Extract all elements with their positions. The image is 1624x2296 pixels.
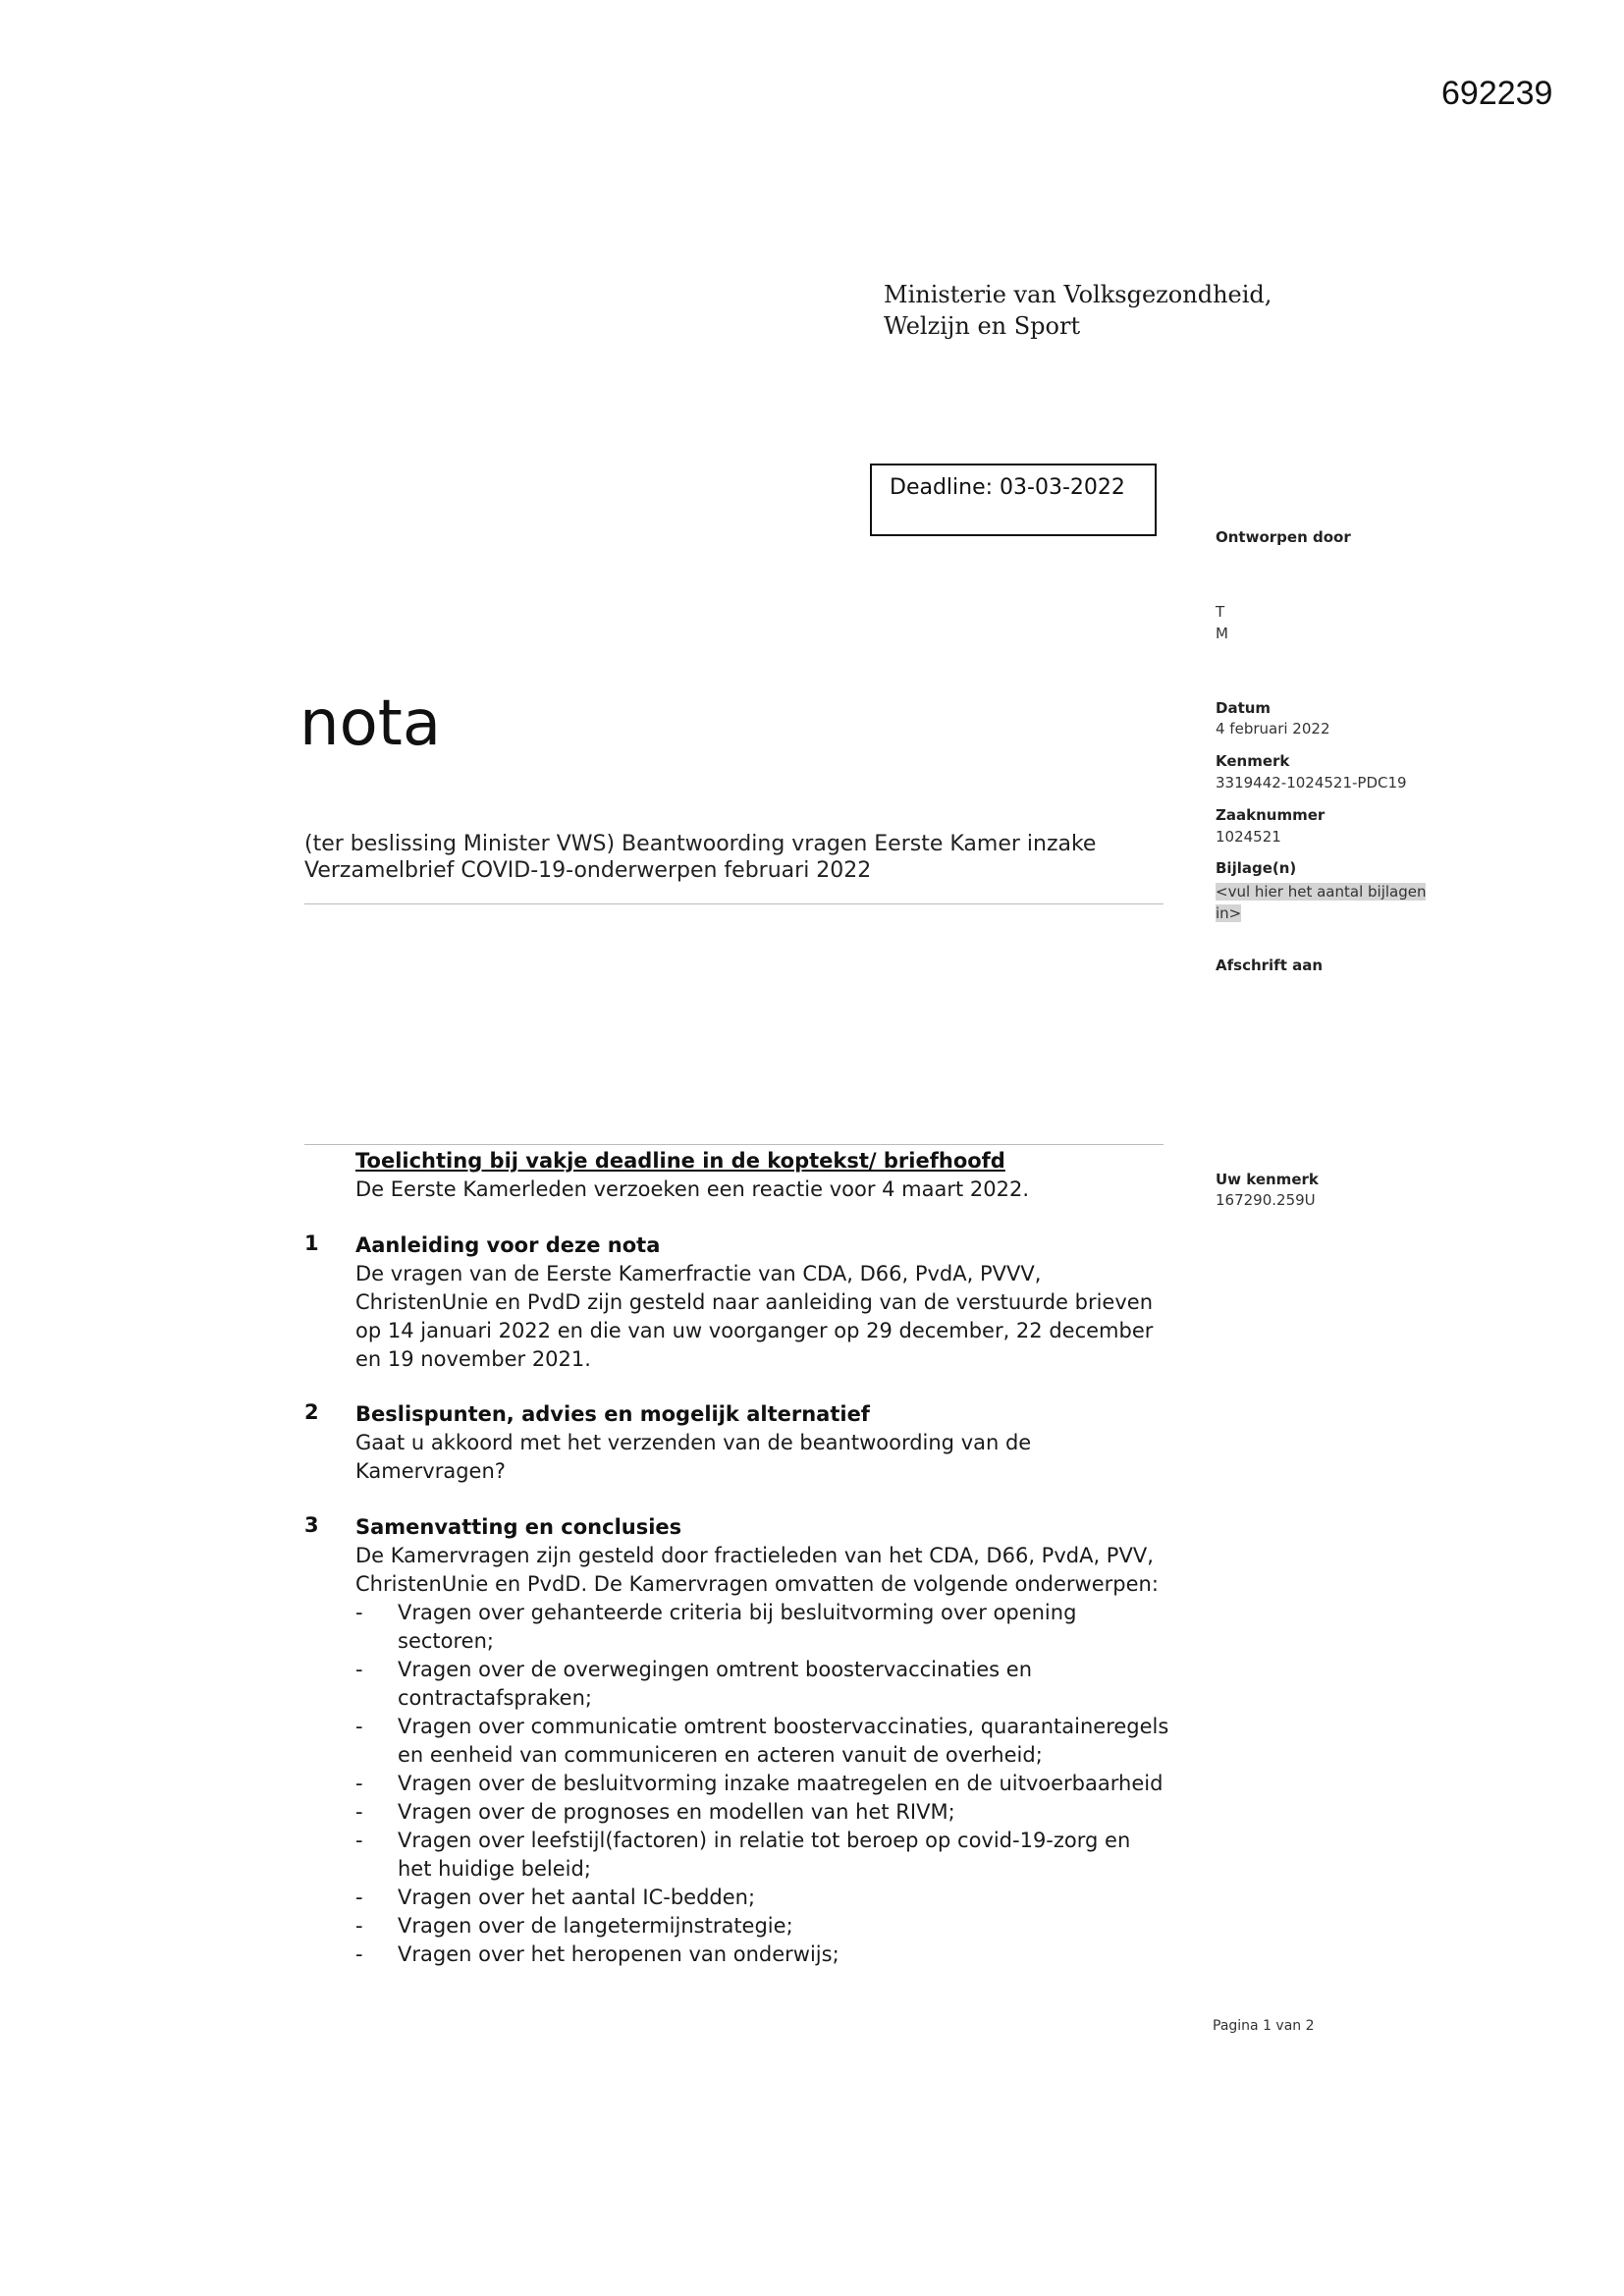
topic-list-item (355, 1912, 1208, 1941)
bijlage-placeholder-line-1: <vul hier het aantal bijlagen (1216, 883, 1427, 901)
topic-list-item-line: - Vragen over leefstijl(factoren) in relatie tot beroep op covid-19-zorg en (398, 1829, 1131, 1852)
topic-list-item-line: - Vragen over de prognoses en modellen van het RIVM; (398, 1800, 955, 1824)
section-2-line: Kamervragen? (355, 1459, 506, 1483)
ministry-line-2: Welzijn en Sport (884, 312, 1081, 340)
section-1-line: ChristenUnie en PvdD zijn gesteld naar aanleiding van de verstuurde brieven (355, 1290, 1154, 1314)
mail-label: M (1216, 625, 1228, 642)
topic-list-item (355, 1599, 1208, 1656)
topic-list-item-line: - Vragen over de besluitvorming inzake maatregelen en de uitvoerbaarheid (398, 1772, 1164, 1795)
section-2-number: 2 (304, 1400, 319, 1424)
topic-list-item (355, 1798, 1208, 1827)
kenmerk-value: 3319442-1024521-PDC19 (1216, 774, 1407, 792)
uw-kenmerk-label: Uw kenmerk (1216, 1171, 1319, 1188)
document-title: nota (299, 687, 442, 760)
topic-list-item-line: het huidige beleid; (398, 1857, 591, 1881)
topic-list-item-line: - Vragen over gehanteerde criteria bij besluitvorming over opening (398, 1601, 1077, 1624)
topic-list-item-line: sectoren; (398, 1629, 494, 1653)
topic-list-item-line: - Vragen over communicatie omtrent boostervaccinaties, quarantaineregels (398, 1715, 1169, 1738)
subject-divider (304, 903, 1164, 904)
section-3-line: ChristenUnie en PvdD. De Kamervragen omvatten de volgende onderwerpen: (355, 1572, 1159, 1596)
toelichting-section (304, 1147, 1208, 1204)
topic-list-item (355, 1770, 1208, 1798)
section-3-line: De Kamervragen zijn gesteld door fractieleden van het CDA, D66, PvdA, PVV, (355, 1544, 1154, 1567)
section-1-line: op 14 januari 2022 en die van uw voorganger op 29 december, 22 december (355, 1319, 1154, 1342)
bijlage-label: Bijlage(n) (1216, 859, 1297, 877)
topic-list-item (355, 1713, 1208, 1770)
bijlage-value (1216, 881, 1426, 924)
kenmerk-label: Kenmerk (1216, 752, 1290, 770)
toelichting-body: De Eerste Kamerleden verzoeken een reactie voor 4 maart 2022. (355, 1177, 1030, 1201)
topic-list-item (355, 1884, 1208, 1912)
topic-list-item-line: contractafspraken; (398, 1686, 592, 1710)
topic-list-item-line: - Vragen over de overwegingen omtrent boostervaccinaties en (398, 1658, 1033, 1681)
section-2-heading: Beslispunten, advies en mogelijk alternatief (355, 1402, 870, 1426)
section-1-heading: Aanleiding voor deze nota (355, 1233, 661, 1257)
zaaknummer-label: Zaaknummer (1216, 806, 1326, 824)
afschrift-label: Afschrift aan (1216, 957, 1324, 974)
subject-line-1: (ter beslissing Minister VWS) Beantwoording vragen Eerste Kamer inzake (304, 832, 1097, 856)
page-number: Pagina 1 van 2 (1213, 2018, 1315, 2034)
section-2-line: Gaat u akkoord met het verzenden van de beantwoording van de (355, 1431, 1032, 1454)
topic-list-item (355, 1941, 1208, 1969)
topic-list-item-line: - Vragen over de langetermijnstrategie; (398, 1914, 793, 1938)
topic-list-item-line: - Vragen over het aantal IC-bedden; (398, 1886, 756, 1909)
document-number: 692239 (1441, 75, 1553, 112)
section-3 (304, 1513, 1208, 1969)
subject-line-2: Verzamelbrief COVID-19-onderwerpen februari 2022 (304, 858, 872, 883)
section-3-heading: Samenvatting en conclusies (355, 1515, 682, 1539)
telephone-label: T (1216, 603, 1225, 621)
bijlage-placeholder-line-2: in> (1216, 904, 1242, 922)
ministry-line-1: Ministerie van Volksgezondheid, (884, 281, 1272, 308)
topic-list-item-line: en eenheid van communiceren en acteren vanuit de overheid; (398, 1743, 1043, 1767)
section-1-number: 1 (304, 1231, 319, 1255)
zaaknummer-value: 1024521 (1216, 828, 1281, 846)
body-divider (304, 1144, 1164, 1145)
topic-list-item-line: - Vragen over het heropenen van onderwijs; (398, 1942, 839, 1966)
uw-kenmerk-value: 167290.259U (1216, 1191, 1316, 1209)
section-2 (304, 1400, 1208, 1486)
subject (304, 831, 1168, 884)
topic-list (355, 1599, 1208, 1969)
topic-list-item (355, 1827, 1208, 1884)
datum-label: Datum (1216, 699, 1272, 717)
topic-list-item (355, 1656, 1208, 1713)
deadline-box: Deadline: 03-03-2022 (870, 464, 1157, 536)
section-1 (304, 1231, 1208, 1374)
section-1-line: en 19 november 2021. (355, 1347, 591, 1371)
datum-value: 4 februari 2022 (1216, 720, 1330, 738)
ontworpen-door-label: Ontworpen door (1216, 528, 1351, 546)
ministry-logo-text (884, 279, 1272, 342)
section-3-number: 3 (304, 1513, 319, 1537)
section-1-line: De vragen van de Eerste Kamerfractie van CDA, D66, PvdA, PVVV, (355, 1262, 1042, 1285)
toelichting-heading: Toelichting bij vakje deadline in de koptekst/ briefhoofd (355, 1149, 1005, 1173)
